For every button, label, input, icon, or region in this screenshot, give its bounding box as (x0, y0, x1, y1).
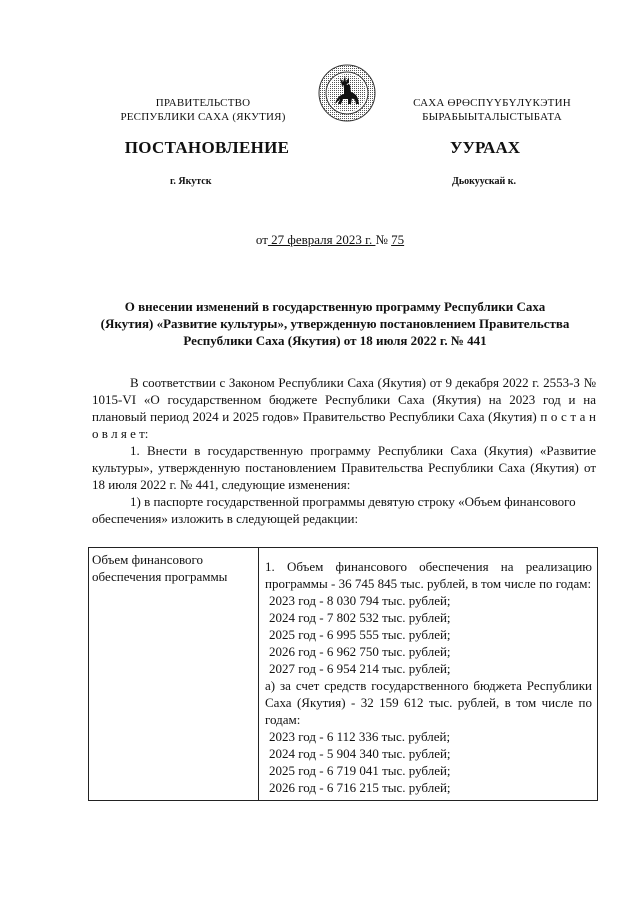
total-year-2023: 2023 год - 8 030 794 тыс. рублей; (269, 593, 451, 608)
document-date: 27 февраля 2023 г. (267, 232, 376, 247)
total-year-2027: 2027 год - 6 954 214 тыс. рублей; (269, 661, 451, 676)
total-year-2025: 2025 год - 6 995 555 тыс. рублей; (269, 627, 451, 642)
issuer-left-line2: РЕСПУБЛИКИ САХА (ЯКУТИЯ) (120, 111, 286, 123)
document-number: 75 (391, 232, 405, 247)
budget-year-2023: 2023 год - 6 112 336 тыс. рублей; (269, 729, 451, 744)
date-number-line (0, 232, 640, 248)
issuer-right-line1: САХА ӨРӨСПҮҮБҮЛҮКЭТИН (413, 97, 571, 109)
subitem-1-paragraph: 1) в паспорте государственной программы девятую строку «Объем финансового обеспечения» изложить в следующей редакции: (92, 494, 576, 526)
city-yakut: Дьокуускай к. (452, 176, 517, 187)
issuer-left (108, 96, 298, 124)
budget-financing-text: а) за счет средств государственного бюджета Республики Саха (Якутия) - 32 159 612 тыс. рублей, в том числе по годам: (265, 678, 592, 727)
coat-of-arms-icon (318, 64, 376, 122)
issuer-left-line1: ПРАВИТЕЛЬСТВО (155, 97, 251, 109)
total-year-2024: 2024 год - 7 802 532 тыс. рублей; (269, 610, 451, 625)
row-value-cell (259, 548, 598, 801)
budget-year-2026: 2026 год - 6 716 215 тыс. рублей; (269, 780, 451, 795)
row-label-cell (89, 548, 259, 801)
table-row (89, 548, 598, 801)
budget-year-2024: 2024 год - 5 904 340 тыс. рублей; (269, 746, 451, 761)
total-year-2026: 2026 год - 6 962 750 тыс. рублей; (269, 644, 451, 659)
item-1-paragraph: 1. Внести в государственную программу Республики Саха (Якутия) «Развитие культуры», утвержденную постановлением Правительства Республики Саха (Якутия) от 18 июля 2022 г. № 441, следующие изменения: (92, 443, 596, 492)
issuer-right-line2: БЫРАБЫЫТАЛЫСТЫБАТА (422, 111, 562, 123)
document-subject: О внесении изменений в государственную программу Республики Саха (Якутия) «Развитие культуры», утвержденную постановлением Правительства Республики Саха (Якутия) от 18 июля 2022 г. № 441 (100, 299, 570, 348)
document-body (92, 374, 596, 527)
city-russian: г. Якутск (170, 176, 212, 187)
doc-type-yakut: УУРААХ (450, 138, 520, 157)
row-label: Объем финансового обеспечения программы (92, 552, 228, 584)
financing-table (88, 547, 598, 801)
number-sign: № (375, 232, 388, 247)
total-financing-text: 1. Объем финансового обеспечения на реализацию программы - 36 745 845 тыс. рублей, в том числе по годам: (265, 559, 592, 591)
budget-year-2025: 2025 год - 6 719 041 тыс. рублей; (269, 763, 451, 778)
preamble-paragraph: В соответствии с Законом Республики Саха (Якутия) от 9 декабря 2022 г. 2553-З № 1015-VI «О государственном бюджете Республики Саха (Якутия) на 2023 год и на плановый период 2024 и 2025 годов» Правительство Республики Саха (Якутия) п о с т а н о в л я е т: (92, 375, 596, 441)
date-prefix: от (255, 232, 268, 247)
doc-type-russian: ПОСТАНОВЛЕНИЕ (124, 138, 290, 157)
issuer-right (392, 96, 592, 124)
